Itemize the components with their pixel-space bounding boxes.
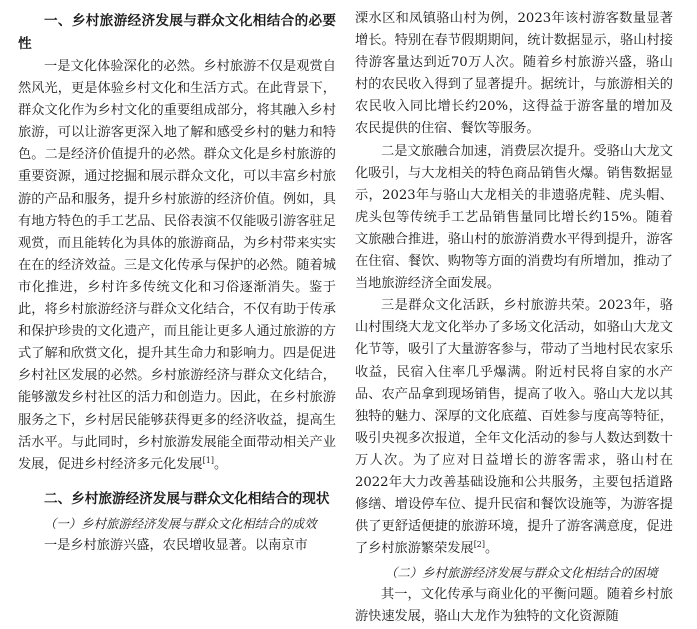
right-column [355, 8, 673, 629]
paragraph-necessity [18, 56, 336, 476]
paragraph-mass-culture [355, 295, 673, 560]
paragraph-end: 。 [485, 541, 499, 557]
subheading-difficulties: （二）乡村旅游经济发展与群众文化相结合的困境 [385, 565, 658, 581]
section-heading-status: 二、乡村旅游经济发展与群众文化相结合的现状 [44, 490, 330, 507]
paragraph-text: 三是群众文化活跃，乡村旅游共荣。2023年，骆山村围绕大龙文化举办了多场文化活动，如骆山大龙文化节等，吸引了大量游客参与，带动了当地村民农家乐收益，民宿入住率几乎爆满。附近村民将自家的水产品、农产品拿到现场销售，提高了收入。骆山大龙以其独特的魅力、深厚的文化底蕴、百姓参与度高等特征，吸引央视多次报道，全年文化活动的参与人数达到数十万人次。为了应对日益增长的游客需求，骆山村在2022年大力改善基础设施和公共服务，主要包括道路修缮、增设停车位、提升民宿和餐饮设施等，为游客提供了更舒适便捷的旅游环境，提升了游客满意度，促进了乡村旅游繁荣发展 [355, 298, 673, 557]
paragraph-text: 一是文化体验深化的必然。乡村旅游不仅是观赏自然风光，更是体验乡村文化和生活方式。在此背景下，群众文化作为乡村文化的重要组成部分，将其融入乡村旅游，可以让游客更深入地了解和感受乡村的魅力和特色。二是经济价值提升的必然。群众文化是乡村旅游的重要资源，通过挖掘和展示群众文化，可以丰富乡村旅游的产品和服务，提升乡村旅游的经济价值。例如，具有地方特色的手工艺品、民俗表演不仅能吸引游客驻足观赏，而且能转化为具体的旅游商品，为乡村带来实实在在的经济效益。三是文化传承与保护的必然。随着城市化推进，乡村许多传统文化和习俗逐渐消失。鉴于此，将乡村旅游经济与群众文化结合，不仅有助于传承和保护珍贵的文化遗产，而且能让更多人通过旅游的方式了解和欣赏文化，提升其生命力和影响力。四是促进乡村社区发展的必然。乡村旅游经济与群众文化结合，能够激发乡村社区的活力和创造力。因此，在乡村旅游服务之下，乡村居民能够获得更多的经济收益，提高生活水平。与此同时，乡村旅游发展能全面带动相关产业发展，促进乡村经济多元化发展 [18, 59, 336, 472]
paragraph-culture-tourism: 二是文旅融合加速，消费层次提升。受骆山大龙文化吸引，与大龙相关的特色商品销售火爆。销售数据显示，2023年与骆山大龙相关的非遗骆虎鞋、虎头帽、虎头包等传统手工艺品销售量同比增长约15%。随着文旅融合推进，骆山村的旅游消费水平得到提升，游客在住宿、餐饮、购物等方面的消费均有所增加，推动了当地旅游经济全面发展。 [355, 143, 673, 292]
section-heading-necessity: 一、乡村旅游经济发展与群众文化相结合的必要性 [18, 13, 336, 52]
citation-2: [2] [473, 540, 486, 550]
paragraph-difficulty-start: 其一，文化传承与商业化的平衡问题。随着乡村旅游快速发展，骆山大龙作为独特的文化资源随 [355, 587, 673, 625]
subheading-achievements: （一）乡村旅游经济发展与群众文化相结合的成效 [44, 515, 317, 531]
left-column [18, 10, 336, 557]
paragraph-tourism-continued: 溧水区和凤镇骆山村为例，2023年该村游客数量显著增长。特别在春节假期期间，统计数据显示，骆山村接待游客量达到近70万人次。随着乡村旅游兴盛，骆山村的农民收入得到了显著提升。据统计，与旅游相关的农民收入同比增长约20%，这得益于游客量的增加及农民提供的住宿、餐饮等服务。 [355, 11, 673, 137]
paragraph-end: 。 [213, 456, 228, 472]
paragraph-tourism-start: 一是乡村旅游兴盛，农民增收显著。以南京市 [44, 537, 308, 553]
citation-1: [1] [202, 455, 214, 465]
